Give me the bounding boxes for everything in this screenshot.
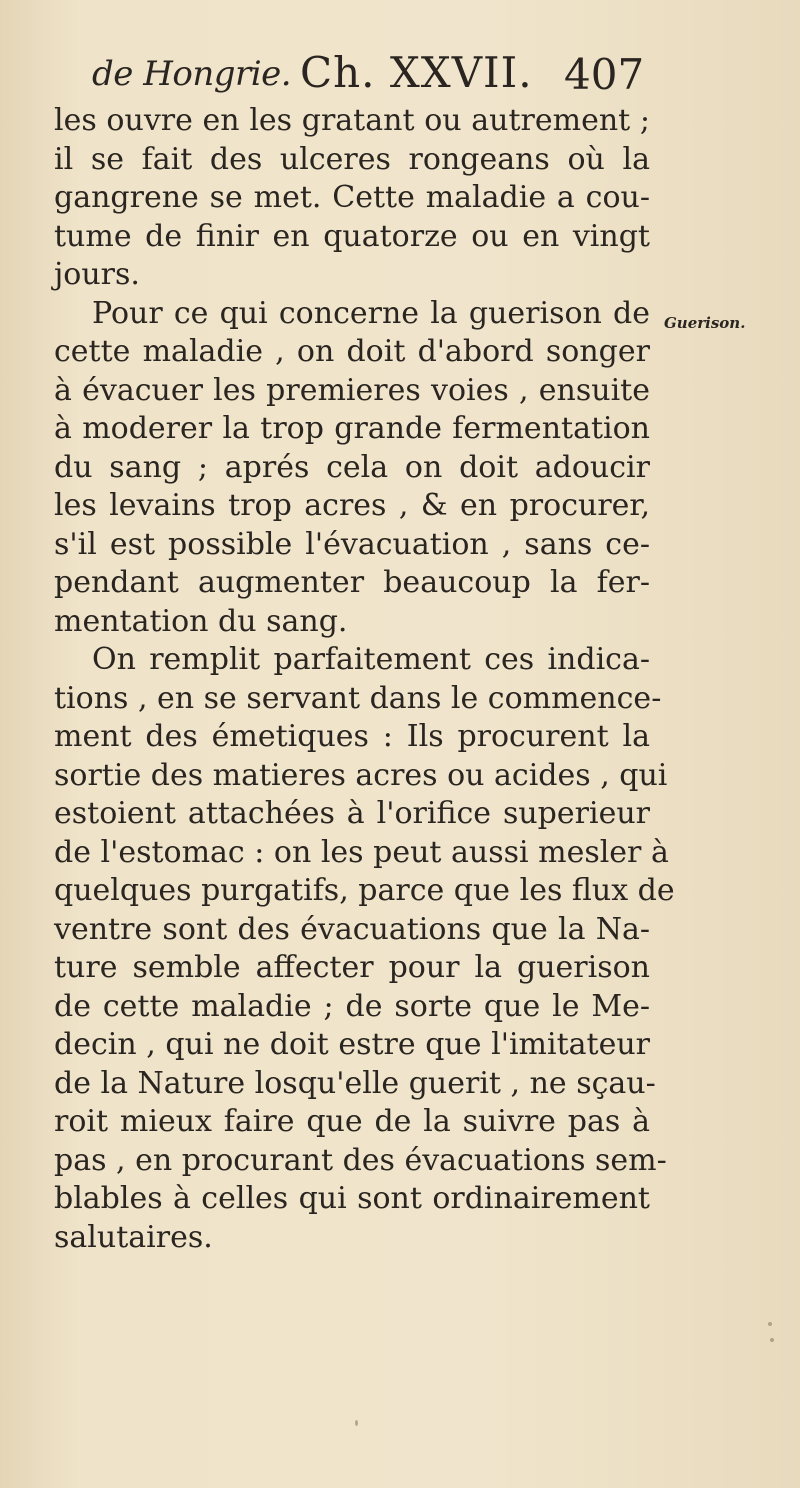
text-line: de l'estomac : on les peut aussi mesler à	[54, 834, 669, 870]
text-line: decin , qui ne doit estre que l'imitateur	[54, 1027, 650, 1062]
text-line: de cette maladie ; de sorte que le Me-	[54, 988, 650, 1024]
text-line: les levains trop acres , & en procurer,	[54, 488, 650, 523]
ink-speck	[355, 1420, 358, 1426]
text-line: sortie des matieres acres ou acides , qui	[54, 757, 668, 793]
text-line: roit mieux faire que de la suivre pas à	[54, 1104, 650, 1139]
text-line: On remplit parfaitement ces indica-	[92, 642, 650, 677]
text-line: de la Nature losqu'elle guerit , ne sçau-	[54, 1065, 656, 1101]
ink-speck	[768, 1322, 772, 1326]
text-line: s'il est possible l'évacuation , sans ce-	[54, 526, 650, 562]
text-line: blables à celles qui sont ordinairement	[54, 1181, 650, 1216]
chapter-heading: Ch. XXVII.	[300, 48, 533, 97]
text-line: pas , en procurant des évacuations sem-	[54, 1142, 667, 1178]
running-title: de Hongrie.	[92, 54, 292, 94]
text-line: il se fait des ulceres rongeans où la	[54, 141, 650, 177]
ink-speck	[770, 1338, 774, 1342]
text-line: ture semble affecter pour la guerison	[54, 950, 650, 985]
text-line: gangrene se met. Cette maladie a cou-	[54, 180, 650, 215]
text-line: cette maladie , on doit d'abord songer	[54, 334, 650, 369]
text-line: estoient attachées à l'orifice superieur	[54, 796, 650, 831]
text-line: tume de finir en quatorze ou en vingt	[54, 218, 650, 254]
text-line: mentation du sang.	[54, 603, 348, 639]
margin-note: Guerison.	[664, 314, 746, 332]
text-line: ment des émetiques : Ils procurent la	[54, 719, 650, 754]
body-text	[54, 102, 675, 1257]
text-line: du sang ; aprés cela on doit adoucir	[54, 449, 650, 485]
text-line: à moderer la trop grande fermentation	[54, 411, 650, 446]
page-number: 407	[564, 50, 645, 99]
page-header	[92, 48, 652, 100]
text-line: à évacuer les premieres voies , ensuite	[54, 372, 650, 408]
text-line: salutaires.	[54, 1219, 213, 1255]
text-line: quelques purgatifs, parce que les flux de	[54, 873, 675, 908]
text-line: jours.	[54, 257, 140, 292]
text-line: pendant augmenter beaucoup la fer-	[54, 565, 650, 600]
text-line: Pour ce qui concerne la guerison de	[92, 295, 650, 331]
text-line: tions , en se servant dans le commence-	[54, 680, 662, 716]
text-line: ventre sont des évacuations que la Na-	[54, 911, 650, 947]
text-line: les ouvre en les gratant ou autrement ;	[54, 103, 650, 138]
